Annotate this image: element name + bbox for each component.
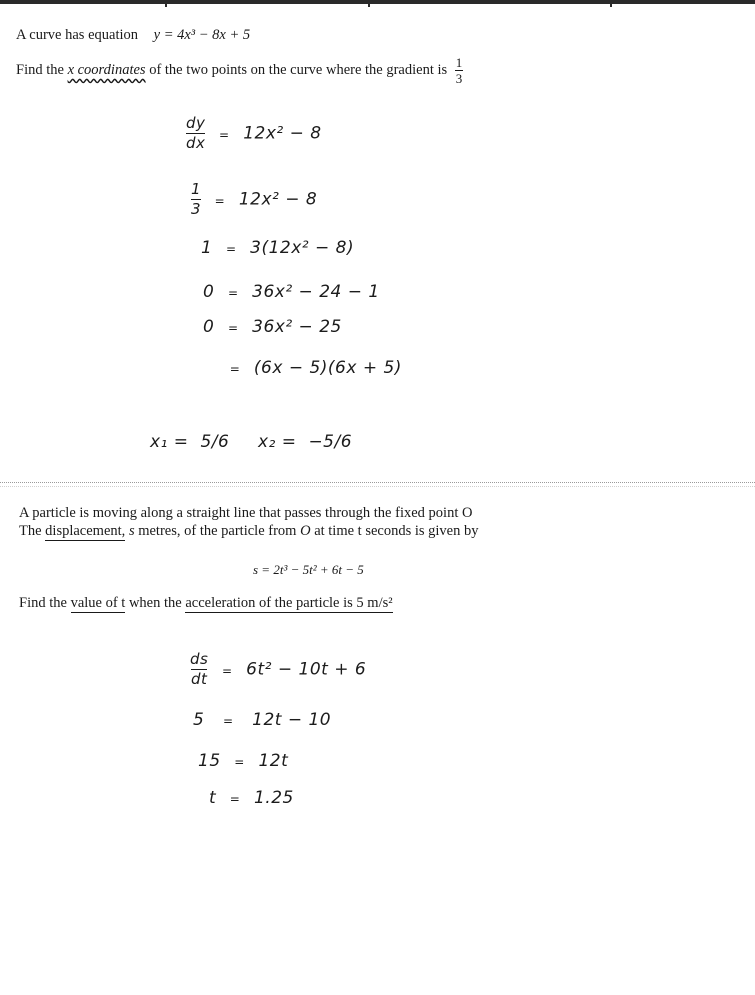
ds: ds <box>190 650 209 668</box>
equals-sign: = <box>229 362 241 376</box>
equals-sign: = <box>227 321 239 335</box>
working1-line4 <box>203 282 380 302</box>
question2-equation: s = 2t³ − 5t² + 6t − 5 <box>253 562 364 577</box>
equals-sign: = <box>227 286 239 300</box>
value-of-t-underlined: value of t <box>70 595 126 611</box>
x1-label: x₁ = <box>150 432 189 452</box>
dt: dt <box>190 670 208 688</box>
working2-line4 <box>209 788 294 808</box>
working1-line1 <box>186 116 322 151</box>
x2-value: −5/6 <box>308 432 353 452</box>
dy-dx-fraction <box>186 116 205 151</box>
question2-find-mid: when the <box>125 595 186 611</box>
working2-line3 <box>198 751 288 771</box>
equals-sign: = <box>221 663 233 678</box>
one-third-fraction <box>191 182 201 217</box>
working1-line2-rhs: 12x² − 8 <box>238 189 318 210</box>
equals-sign: = <box>225 242 237 256</box>
question2-s-symbol: s <box>125 523 135 539</box>
equals-sign: = <box>234 755 245 769</box>
working1-line5-rhs: 36x² − 25 <box>252 317 342 337</box>
question2-line2-prefix: The <box>19 523 46 539</box>
section-divider <box>0 482 755 483</box>
question2-line2-mid: metres, of the particle from <box>134 523 301 539</box>
x1-value: 5/6 <box>200 432 230 452</box>
working1-line5 <box>203 317 342 337</box>
working2-line3-lhs: 15 <box>198 751 221 771</box>
working2-line2 <box>193 710 331 730</box>
x2-label: x₂ = <box>258 432 297 452</box>
x2-solution <box>258 432 352 452</box>
question2-line2 <box>19 523 479 540</box>
question1-intro-text: A curve has equation <box>16 27 139 43</box>
working2-line2-lhs: 5 <box>193 710 205 730</box>
question2-O-symbol: O <box>300 523 311 539</box>
equals-sign: = <box>214 193 226 208</box>
equals-sign: = <box>219 127 230 142</box>
equals-sign: = <box>222 714 234 728</box>
dx: dx <box>186 134 206 152</box>
working2-line2-rhs: 12t − 10 <box>252 710 332 730</box>
working1-line6 <box>222 358 402 378</box>
question1-find-suffix: of the two points on the curve where the gradient is <box>145 61 448 78</box>
top-border-tick <box>610 0 612 7</box>
question2-line1 <box>19 505 472 522</box>
question1-equation: y = 4x³ − 8x + 5 <box>153 27 251 43</box>
section-divider-secondary <box>0 486 755 487</box>
gradient-denominator: 3 <box>455 71 463 86</box>
top-border <box>0 0 755 4</box>
working1-line3 <box>201 238 354 258</box>
ds-dt-fraction <box>190 652 208 687</box>
dy: dy <box>186 114 206 132</box>
top-border-tick <box>368 0 370 7</box>
working1-line3-lhs: 1 <box>201 238 213 258</box>
working1-line2 <box>191 182 317 217</box>
one-third-numerator: 1 <box>191 180 202 198</box>
question2-line1-text: A particle is moving along a straight line that passes through the fixed point O <box>19 505 473 521</box>
displacement-underlined: displacement, <box>45 523 126 539</box>
gradient-fraction <box>455 56 464 85</box>
top-border-tick <box>165 0 167 7</box>
working1-line6-rhs: (6x − 5)(6x + 5) <box>253 358 402 378</box>
question1-find-prefix: Find the <box>16 61 68 78</box>
working1-line1-rhs: 12x² − 8 <box>243 123 322 144</box>
working1-line4-rhs: 36x² − 24 − 1 <box>252 282 380 302</box>
working2-line3-rhs: 12t <box>258 751 289 771</box>
question2-line2-suffix: at time t seconds is given by <box>310 523 479 539</box>
working2-line4-rhs: 1.25 <box>253 788 294 808</box>
question2-find <box>19 595 393 612</box>
working2-line1 <box>190 652 366 687</box>
working2-line1-rhs: 6t² − 10t + 6 <box>246 659 367 680</box>
question2-find-prefix: Find the <box>19 595 71 611</box>
acceleration-underlined: acceleration of the particle is 5 m/s² <box>185 595 393 611</box>
question1-find <box>16 56 463 85</box>
question1-find-highlight: x coordinates <box>67 61 146 78</box>
equals-sign: = <box>229 792 241 806</box>
working1-line4-lhs: 0 <box>203 282 215 302</box>
x1-solution <box>150 432 229 452</box>
working1-line3-rhs: 3(12x² − 8) <box>250 238 355 258</box>
question1-intro <box>16 27 250 44</box>
working1-line5-lhs: 0 <box>203 317 215 337</box>
one-third-denominator: 3 <box>191 200 202 218</box>
working2-line4-lhs: t <box>209 788 217 808</box>
gradient-numerator: 1 <box>455 55 463 70</box>
